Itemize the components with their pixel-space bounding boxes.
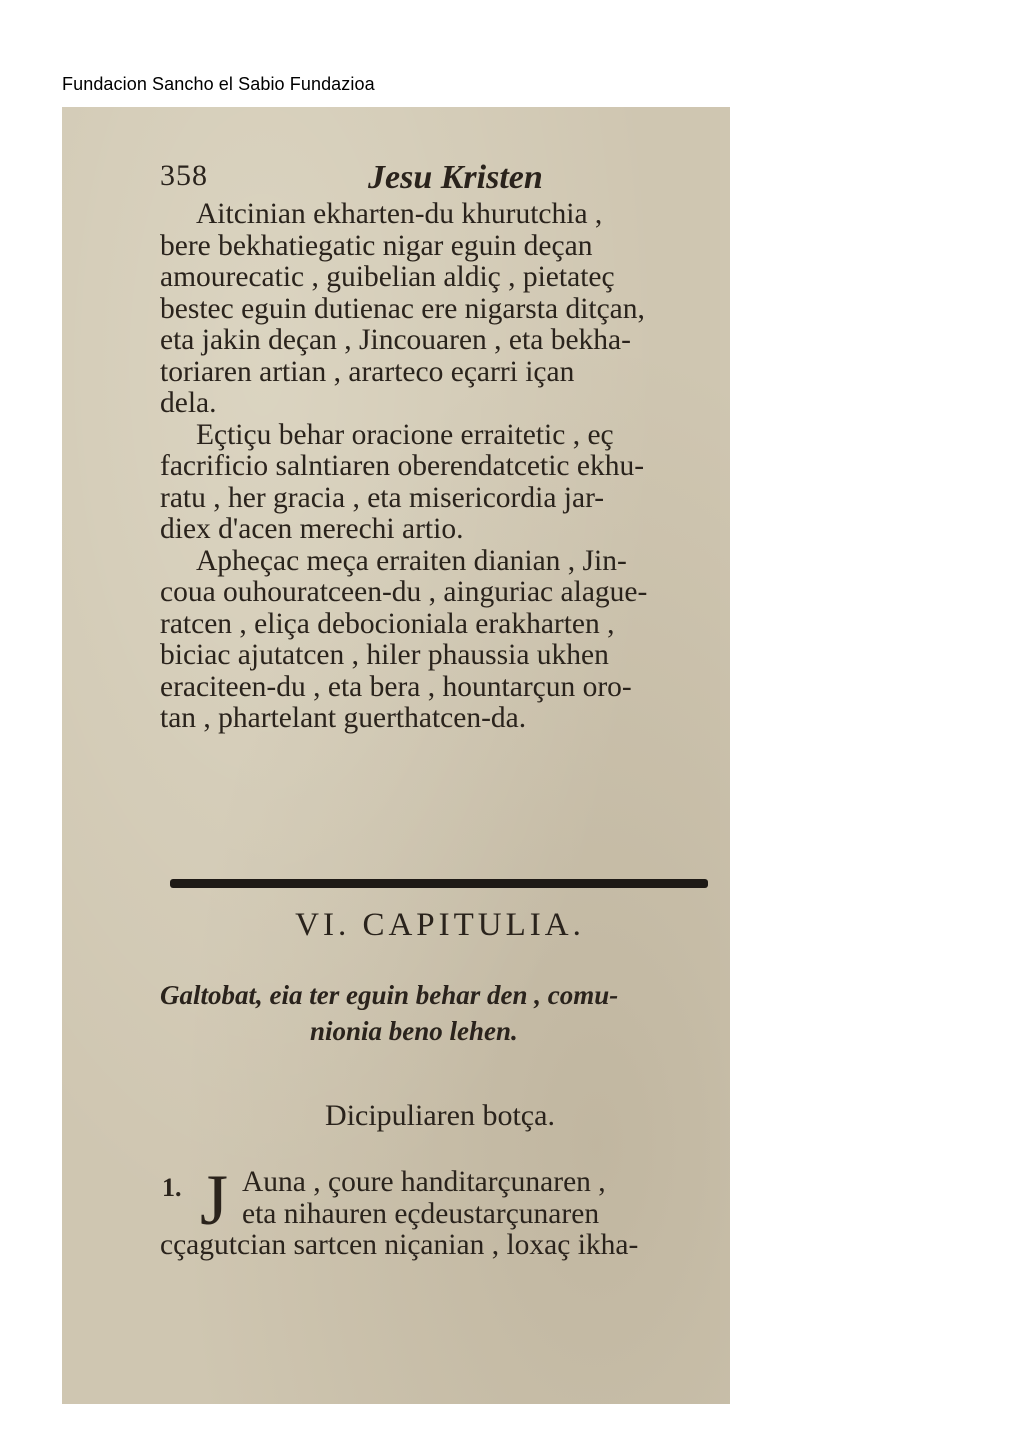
- page-number: 358: [160, 159, 208, 192]
- text-line: coua ouhouratceen-du , ainguriac alague-: [160, 577, 648, 608]
- text-line: Eçtiçu behar oracione erraitetic , eç: [196, 419, 614, 451]
- text-line: ratcen , eliça debocioniala erakharten ,: [160, 608, 615, 640]
- text-line: eta jakin deçan , Jincouaren , eta bekha-: [160, 325, 631, 356]
- paragraph-3: [160, 546, 720, 735]
- verse-number: 1.: [162, 1173, 182, 1202]
- text-line: eta nihauren eçdeustarçunaren: [242, 1198, 600, 1230]
- text-line: facrificio salntiaren oberendatcetic ekhu-: [160, 451, 645, 482]
- drop-capital: J: [200, 1160, 229, 1240]
- paragraph-2: [160, 420, 720, 546]
- text-line: tan , phartelant guerthatcen-da.: [160, 703, 527, 734]
- text-line: Apheçac meça erraiten dianian , Jin-: [196, 545, 627, 577]
- text-line: biciac ajutatcen , hiler phaussia ukhen: [160, 640, 609, 671]
- text-line: diex d'acen merechi artio.: [160, 514, 464, 545]
- paragraph-1: [160, 199, 720, 420]
- text-line: eraciteen-du , eta bera , hountarçun oro-: [160, 671, 632, 703]
- text-line: toriaren artian , ararteco eçarri içan: [160, 356, 575, 388]
- text-line: amourecatic , guibelian aldiç , pietateç: [160, 262, 615, 293]
- summary-line: Galtobat, eia ter eguin behar den , comu-: [160, 980, 619, 1010]
- text-line: Aitcinian ekharten-du khurutchia ,: [196, 199, 603, 230]
- text-line: dela.: [160, 388, 217, 419]
- chapter-summary: [160, 977, 720, 1049]
- body-text: [160, 159, 720, 735]
- section-heading: Dicipuliaren botça.: [325, 1099, 555, 1132]
- text-line: bestec eguin dutienac ere nigarsta ditçan,: [160, 293, 645, 325]
- attribution-header: Fundacion Sancho el Sabio Fundazioa: [62, 74, 375, 94]
- text-line: ratu , her gracia , eta misericordia jar-: [160, 482, 605, 514]
- text-line: bere bekhatiegatic nigar eguin deçan: [160, 230, 593, 262]
- chapter-title: VI. CAPITULIA.: [295, 907, 585, 943]
- running-head: Jesu Kristen: [368, 159, 543, 196]
- chapter-divider-rule: [170, 879, 708, 888]
- summary-line: nionia beno lehen.: [310, 1016, 518, 1046]
- text-line: Auna , çoure handitarçunaren ,: [242, 1167, 606, 1198]
- scanned-page: [62, 107, 730, 1404]
- page-header: [160, 159, 720, 199]
- text-line: cçagutcian sartcen niçanian , loxaç ikha-: [160, 1230, 639, 1261]
- verse-1: [160, 1160, 720, 1262]
